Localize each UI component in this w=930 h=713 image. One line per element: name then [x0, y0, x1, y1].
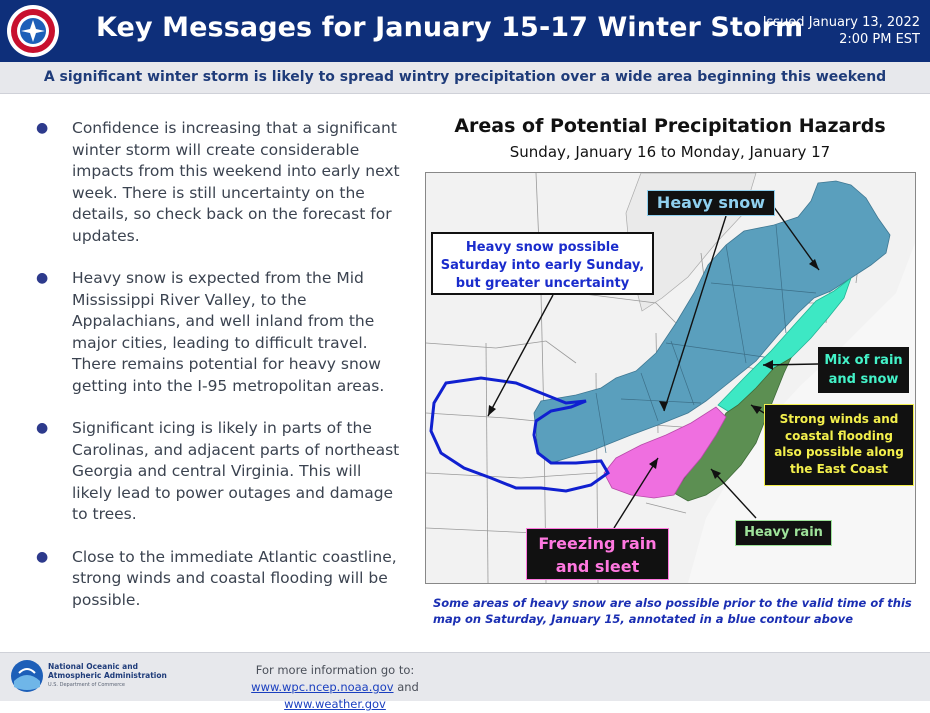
- key-message: [34, 418, 404, 526]
- key-message: [34, 118, 404, 247]
- map-title: Areas of Potential Precipitation Hazards: [454, 115, 886, 137]
- label-line: the East Coast: [790, 461, 888, 476]
- footer-bar: [0, 652, 930, 711]
- map-subtitle: Sunday, January 16 to Monday, January 17: [509, 143, 831, 161]
- bullet-icon: ●: [36, 120, 49, 136]
- label-mix-rain-snow: [818, 347, 909, 393]
- label-line: and snow: [828, 372, 899, 387]
- hazard-map: [425, 172, 916, 584]
- bullet-icon: ●: [36, 420, 49, 436]
- key-message-text: Heavy snow is expected from the Mid Mississippi River Valley, to the Appalachians, and well inland from the major cities, leading to difficult travel. There remains potential for heavy snow getting into the I-95 metropolitan areas.: [72, 269, 385, 395]
- label-line: Mix of rain: [824, 353, 903, 368]
- label-line: also possible along: [774, 445, 904, 459]
- more-info: [200, 662, 470, 713]
- label-line: Freezing rain: [538, 534, 657, 553]
- link-separator: and: [397, 680, 419, 694]
- header-banner: [0, 0, 930, 62]
- label-line: and sleet: [555, 557, 640, 576]
- label-heavy-rain: Heavy rain: [735, 520, 832, 546]
- key-messages-list: [34, 118, 404, 632]
- headline-summary: A significant winter storm is likely to spread wintry precipitation over a wide area beginning this weekend: [43, 69, 887, 85]
- agency-line: National Oceanic and: [48, 662, 138, 671]
- more-info-label: For more information go to:: [255, 663, 415, 677]
- key-message-text: Close to the immediate Atlantic coastline, strong winds and coastal flooding will be possible.: [72, 547, 397, 609]
- label-line: Strong winds and: [779, 412, 899, 426]
- more-info-links: [200, 679, 470, 713]
- wpc-link[interactable]: www.wpc.ncep.noaa.gov: [251, 680, 394, 694]
- issued-time: [763, 14, 920, 48]
- key-message: [34, 268, 404, 397]
- weather-gov-link[interactable]: www.weather.gov: [284, 697, 386, 711]
- issued-clock: 2:00 PM EST: [839, 32, 920, 47]
- label-strong-winds: [764, 404, 914, 486]
- bullet-icon: ●: [36, 548, 49, 565]
- agency-department: U.S. Department of Commerce: [48, 682, 125, 688]
- subtitle-bar: [0, 62, 930, 94]
- label-line: Saturday into early Sunday,: [440, 258, 645, 273]
- noaa-logo-icon: [10, 659, 44, 693]
- label-line: but greater uncertainty: [455, 276, 630, 291]
- label-heavy-snow: Heavy snow: [647, 190, 775, 216]
- label-freezing-rain: [526, 528, 669, 580]
- page-title: Key Messages for January 15-17 Winter Storm: [96, 12, 804, 43]
- agency-line: Atmospheric Administration: [48, 671, 167, 680]
- map-footnote: Some areas of heavy snow are also possible prior to the valid time of this map on Saturday, January 15, annotated in a blue contour above: [433, 596, 912, 626]
- agency-name: [48, 662, 167, 680]
- issued-date: Issued January 13, 2022: [762, 15, 920, 30]
- bullet-icon: ●: [36, 270, 49, 286]
- key-message: [34, 547, 404, 612]
- nws-logo-icon: [6, 4, 60, 58]
- label-line: Heavy snow possible: [465, 240, 620, 255]
- key-message-text: Significant icing is likely in parts of the Carolinas, and adjacent parts of northeast Georgia and central Virginia. This will likely lead to power outages and damage to trees.: [72, 419, 400, 523]
- label-uncertain-snow: [431, 232, 654, 295]
- key-message-text: Confidence is increasing that a significant winter storm will create considerable impacts from this weekend into early next week. There is still uncertainty on the details, so check back on the forecast for updates.: [72, 119, 400, 245]
- label-line: coastal flooding: [785, 428, 893, 443]
